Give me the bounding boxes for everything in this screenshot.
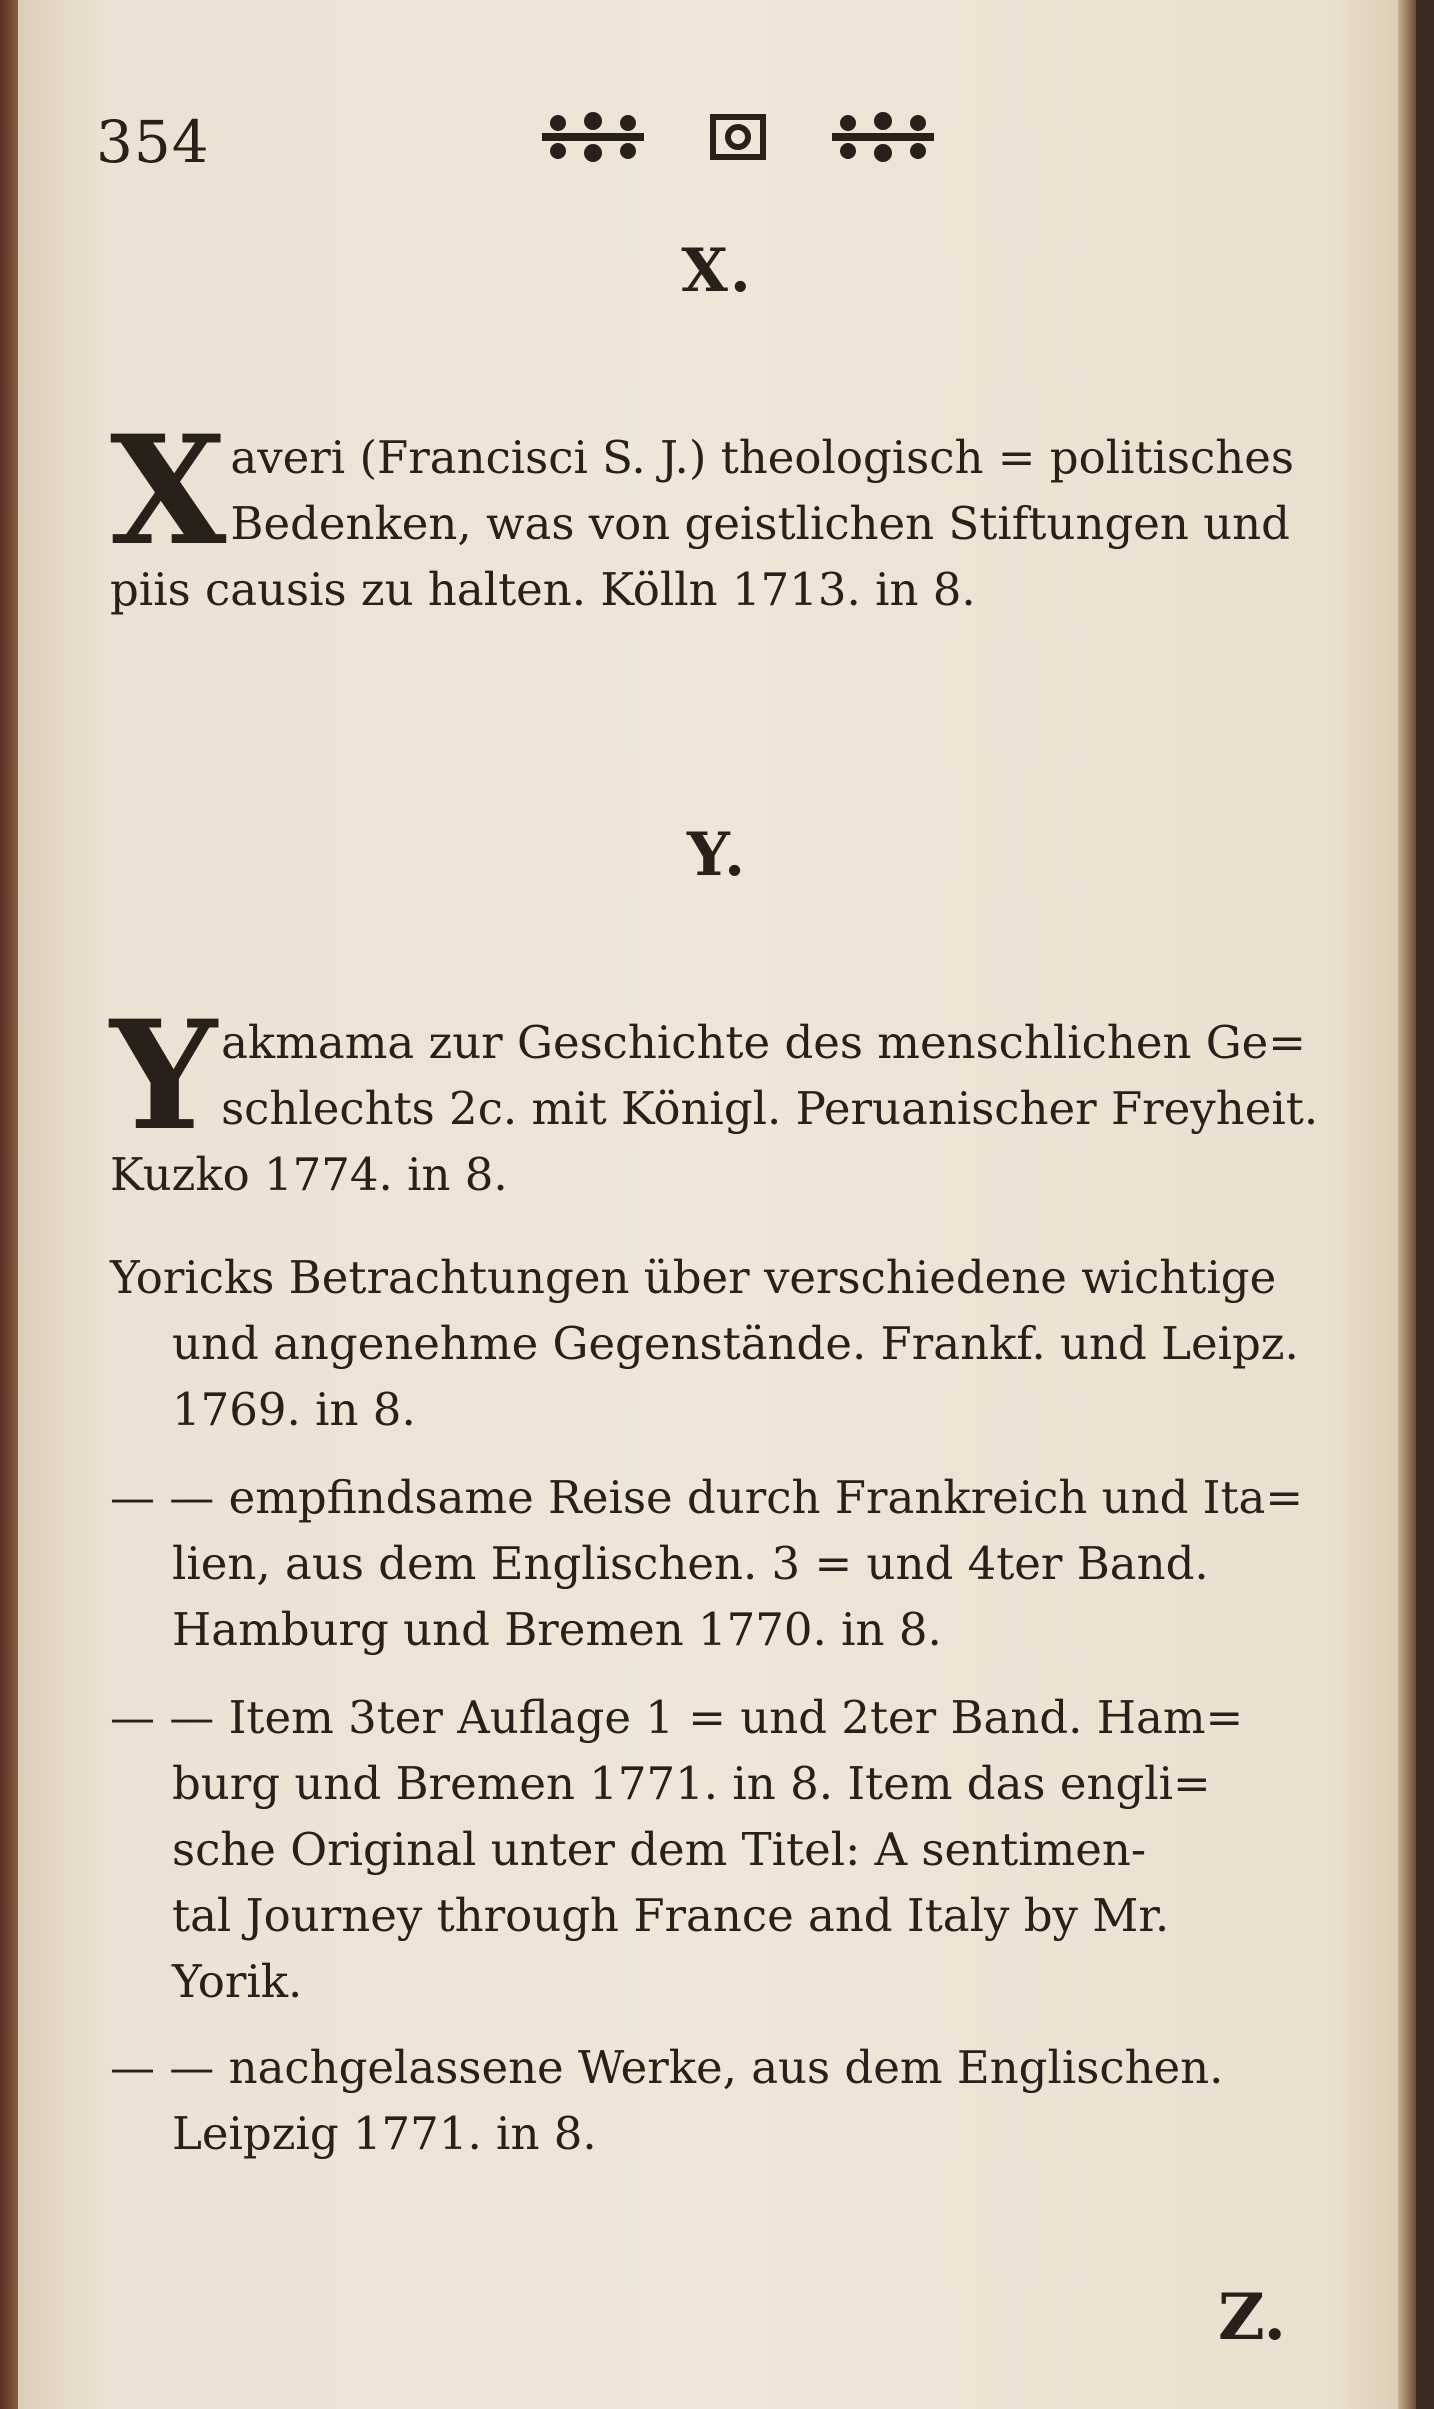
entry-line: burg und Bremen 1771. in 8. Item das engli= [172, 1757, 1211, 1810]
entry-line: Bedenken, was von geistlichen Stiftungen und [230, 497, 1290, 550]
book-page [18, 0, 1416, 2409]
drop-cap-y: Y [110, 988, 218, 1164]
entry-line: — — empfindsame Reise durch Frankreich und Ita= [110, 1471, 1304, 1524]
entry-nachgelassene-werke [110, 2035, 1375, 2167]
header-ornament [538, 102, 938, 172]
entry-line: tal Journey through France and Italy by Mr. [172, 1889, 1170, 1942]
entry-yakmama [110, 988, 1375, 1208]
book-spine-edge [0, 0, 18, 2409]
entry-line: sche Original unter dem Titel: A sentimen- [172, 1823, 1147, 1876]
entry-line: — — Item 3ter Auflage 1 = und 2ter Band. Ham= [110, 1691, 1244, 1744]
entry-line: piis causis zu halten. Kölln 1713. in 8. [110, 563, 976, 616]
entry-empfindsame-reise [110, 1465, 1375, 1663]
page-number: 354 [96, 108, 210, 176]
entry-line: und angenehme Gegenstände. Frankf. und Leipz. [172, 1317, 1299, 1370]
drop-cap-x: X [110, 403, 227, 579]
left-ornament-icon [538, 109, 648, 165]
entry-xaveri [110, 403, 1375, 623]
entry-line: lien, aus dem Englischen. 3 = und 4ter Band. [172, 1537, 1209, 1590]
entry-line: Hamburg und Bremen 1770. in 8. [172, 1603, 942, 1656]
entry-line: Yoricks Betrachtungen über verschiedene wichtige [110, 1251, 1277, 1304]
entry-item-3ter-auflage [110, 1685, 1375, 2015]
section-heading-y: Y. [687, 820, 747, 890]
entry-yoricks-betrachtungen [110, 1245, 1375, 1443]
entry-line: Yorik. [172, 1955, 303, 2008]
entry-line: averi (Francisci S. J.) theologisch = politisches [230, 431, 1294, 484]
entry-line: akmama zur Geschichte des menschlichen Ge= [221, 1016, 1307, 1069]
entry-line: 1769. in 8. [172, 1383, 416, 1436]
page-right-edge [1398, 0, 1416, 2409]
entry-line: Leipzig 1771. in 8. [172, 2107, 597, 2160]
entry-line: Kuzko 1774. in 8. [110, 1148, 508, 1201]
center-ornament-icon [703, 109, 773, 165]
catchword: Z. [1218, 2280, 1286, 2355]
entry-line: schlechts 2c. mit Königl. Peruanischer Freyheit. [221, 1082, 1319, 1135]
entry-line: — — nachgelassene Werke, aus dem Englischen. [110, 2041, 1224, 2094]
section-heading-x: X. [681, 236, 753, 306]
right-ornament-icon [828, 109, 938, 165]
